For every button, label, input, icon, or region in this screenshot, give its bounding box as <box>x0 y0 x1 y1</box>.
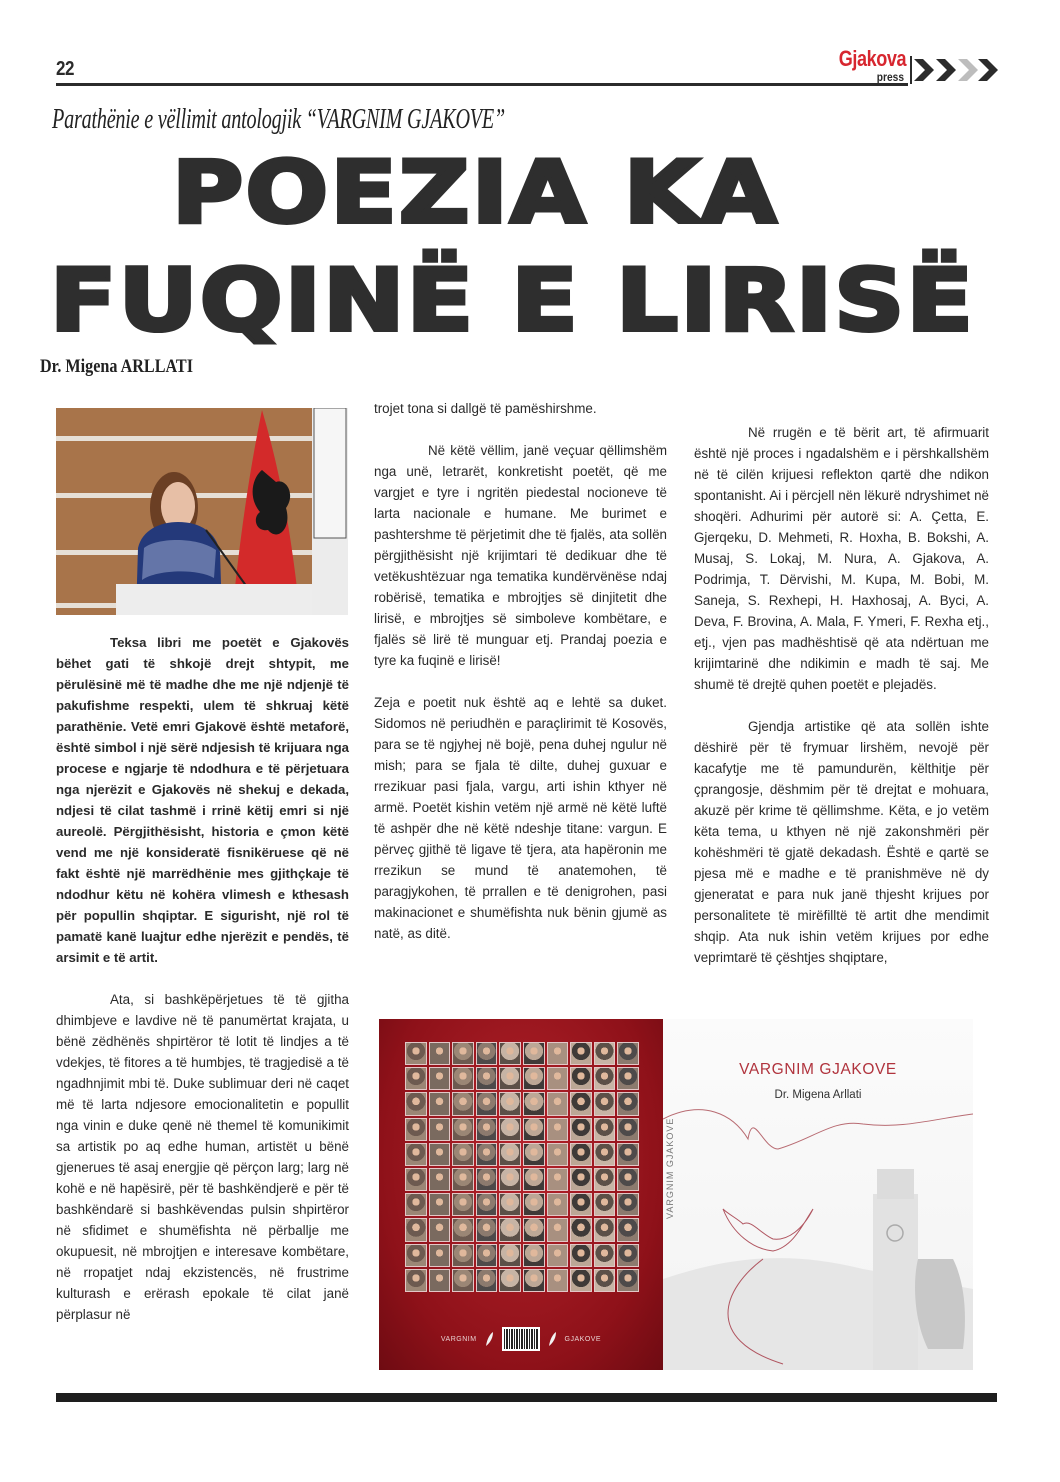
portrait-thumbnail <box>405 1193 427 1216</box>
portrait-thumbnail <box>476 1218 498 1241</box>
portrait-thumbnail <box>570 1168 592 1191</box>
portrait-thumbnail <box>617 1168 639 1191</box>
portrait-thumbnail <box>452 1118 474 1141</box>
portrait-thumbnail <box>476 1042 498 1065</box>
article-column-1 <box>56 632 349 1346</box>
portrait-thumbnail <box>452 1042 474 1065</box>
portrait-thumbnail <box>429 1269 451 1292</box>
portrait-thumbnail <box>405 1143 427 1166</box>
portrait-thumbnail <box>594 1269 616 1292</box>
author-photo-illustration <box>56 408 348 615</box>
portrait-thumbnail <box>547 1193 569 1216</box>
portrait-thumbnail <box>476 1143 498 1166</box>
portrait-thumbnail <box>452 1218 474 1241</box>
brand-logo[interactable] <box>812 48 912 88</box>
portrait-thumbnail <box>547 1168 569 1191</box>
portrait-thumbnail <box>476 1244 498 1267</box>
portrait-thumbnail <box>570 1118 592 1141</box>
portrait-thumbnail <box>429 1218 451 1241</box>
portrait-thumbnail <box>547 1118 569 1141</box>
portrait-thumbnail <box>617 1118 639 1141</box>
portrait-thumbnail <box>570 1218 592 1241</box>
portrait-thumbnail <box>523 1269 545 1292</box>
portrait-thumbnail <box>476 1193 498 1216</box>
portrait-thumbnail <box>617 1269 639 1292</box>
header-rule <box>56 83 908 86</box>
portrait-thumbnail <box>452 1193 474 1216</box>
portrait-thumbnail <box>452 1168 474 1191</box>
brand-sub: press <box>876 70 904 84</box>
feather-icon <box>548 1331 557 1347</box>
portrait-thumbnail <box>617 1067 639 1090</box>
portrait-thumbnail <box>523 1193 545 1216</box>
portrait-thumbnail <box>594 1218 616 1241</box>
cover-title: VARGNIM GJAKOVE <box>739 1061 897 1078</box>
portrait-thumbnail <box>476 1269 498 1292</box>
portrait-thumbnail <box>405 1168 427 1191</box>
paragraph: Gjendja artistike që ata sollën ishte dëshirë për të frymuar lirshëm, nevojë për kacafytje me të pamundurën, këlthitje për çprangosje, dëshmim për të drejtat e mohuara, akuzë për krime të qëllimshme. Këta, e jo vetëm këta tema, u kthyen në një zakonshmëri për kohëshmëri të gjatë dekadash. Është e qartë se pjesa më e madhe e të pranishmëve në dy gjeneratat e para nuk janë thjesht krijues por personalitete të mirëfilltë të artit dhe mendimit shqip. Ata nuk ishin vetëm krijues por edhe veprimtarë të çështjes shqiptare, <box>694 719 989 965</box>
portrait-thumbnail <box>452 1067 474 1090</box>
portrait-thumbnail <box>429 1042 451 1065</box>
portrait-thumbnail <box>570 1269 592 1292</box>
portrait-thumbnail <box>570 1042 592 1065</box>
portrait-thumbnail <box>523 1244 545 1267</box>
portrait-thumbnail <box>476 1092 498 1115</box>
page-number: 22 <box>56 58 75 80</box>
portrait-thumbnail <box>570 1067 592 1090</box>
portrait-thumbnail <box>429 1168 451 1191</box>
portrait-thumbnail <box>523 1218 545 1241</box>
portrait-thumbnail <box>499 1118 521 1141</box>
portrait-thumbnail <box>594 1244 616 1267</box>
back-cover-footer <box>379 1324 663 1354</box>
spine-title: VARGNIM GJAKOVE <box>665 1117 675 1219</box>
portrait-thumbnail <box>452 1143 474 1166</box>
paragraph: Në rrugën e të bërit art, të afirmuarit është një proces i ngadalshëm e i përshkallshëm në të cilën krijuesi reflekton qartë dhe ndikon spontanisht. Ai i përcjell nën lëkurë ndryshimet në shoqëri. Adhurimi për autorë si: A. Çetta, E. Gjerqeku, D. Mehmeti, R. Hoxha, B. Bokshi, A. Musaj, S. Lokaj, M. Nura, A. Gjakova, A. Podrimja, T. Dërvishi, M. Kupa, M. Bobi, M. Saneja, S. Rexhepi, H. Haxhosaj, A. Byci, A. Deva, F. Brovina, A. Mala, F. Ymeri, F. Rexha etj., etj., vjen pas madhështisë që ata ndërtuan me krijimtarinë dhe ndikimin e madh të saj. Me shumë të drejtë quhen poetët e plejadës. <box>694 425 989 692</box>
portrait-thumbnail <box>499 1218 521 1241</box>
portrait-thumbnail <box>594 1042 616 1065</box>
portrait-thumbnail <box>452 1092 474 1115</box>
portrait-thumbnail <box>452 1269 474 1292</box>
portrait-thumbnail <box>499 1143 521 1166</box>
portrait-thumbnail <box>594 1092 616 1115</box>
portrait-thumbnail <box>405 1092 427 1115</box>
portrait-thumbnail <box>405 1067 427 1090</box>
portrait-thumbnail <box>594 1118 616 1141</box>
portrait-thumbnail <box>429 1244 451 1267</box>
portrait-thumbnail <box>405 1269 427 1292</box>
portrait-thumbnail <box>570 1244 592 1267</box>
portrait-thumbnail <box>617 1143 639 1166</box>
portrait-thumbnail <box>499 1067 521 1090</box>
paragraph: Teksa libri me poetët e Gjakovës bëhet gati të shkojë drejt shtypit, me përulësinë më të madhe dhe me një ndjenjë të pakufishme respekti, ulem të shkruaj këtë parathënie. Vetë emri Gjakovë është metaforë, është simbol i një sërë ndjesish të krijuara nga procese e ngjarje të ndodhura e të përjetuara nga njerëzit e Gjakovës në shekuj e dekada, ndjesi të cilat tashmë i rrinë këtij emri si një aureolë. Përgjithësisht, historia e çmon këtë vend me një konsideratë fisnikëruese që në fakt është një marrëdhënie mes gjithçkaje të ndodhur këtu në kohëra vlimesh e kthesash për popullin shqiptar. E sigurisht, një rol të pamatë kanë luajtur edhe njerëzit e pendës, të arsimit e të artit. <box>56 635 349 965</box>
portrait-thumbnail <box>405 1218 427 1241</box>
article-column-3 <box>694 422 989 989</box>
portrait-thumbnail <box>499 1042 521 1065</box>
book-back-cover <box>379 1019 663 1370</box>
brand-separator <box>910 56 912 84</box>
paragraph: Ata, si bashkëpërjetues të të gjitha dhimbjeve e lavdive në të panumërtat krajata, u bënë zëdhënës shpirtëror të lotit të lindjes a të vdekjes, të fitores a të humbjes, të tragjedisë a të ngadhnjimit mbi të. Duke sublimuar deri në caqet më të larta ndjesore emocionalitetin e popullit nga vinin e duke qenë në themel të komunikimit sa artistik po aq edhe human, artistët u bënë gjenerues të asaj energjie që përçon larg; larg në kohë e në hapësirë, për të bashkëndjerë e për të bashkëndarë si bashkëvendas pulsin shpirtëror në sfidimet e shumëfishta në përballje me okupuesit, në mbrojtjen e interesave kombëtare, në rropatjet ndaj ekzistencës, në frustrime kulturash e erërash epokale të cilat janë përplasur në <box>56 992 349 1322</box>
byline: Dr. Migena ARLLATI <box>40 356 193 377</box>
portrait-thumbnail <box>429 1118 451 1141</box>
article-kicker: Parathënie e vëllimit antologjik “VARGNIM GJAKOVE” <box>52 104 505 135</box>
portrait-thumbnail <box>499 1193 521 1216</box>
portrait-thumbnail <box>547 1042 569 1065</box>
portrait-thumbnail <box>429 1193 451 1216</box>
cover-author: Dr. Migena Arllati <box>774 1089 862 1101</box>
portrait-thumbnail <box>429 1067 451 1090</box>
portrait-thumbnail <box>617 1244 639 1267</box>
portrait-thumbnail <box>429 1143 451 1166</box>
portrait-thumbnail <box>523 1067 545 1090</box>
portrait-thumbnail <box>594 1168 616 1191</box>
chevrons-icon <box>914 57 998 83</box>
portrait-thumbnail <box>499 1269 521 1292</box>
portrait-thumbnail <box>617 1218 639 1241</box>
portrait-thumbnail <box>429 1092 451 1115</box>
portrait-thumbnail <box>570 1143 592 1166</box>
portrait-thumbnail <box>499 1168 521 1191</box>
book-front-cover <box>663 1019 973 1370</box>
portrait-thumbnail <box>594 1143 616 1166</box>
portrait-thumbnail <box>405 1042 427 1065</box>
portrait-thumbnail <box>570 1193 592 1216</box>
portrait-thumbnail <box>523 1168 545 1191</box>
portrait-thumbnail <box>523 1042 545 1065</box>
portrait-thumbnail <box>523 1092 545 1115</box>
portrait-thumbnail <box>405 1118 427 1141</box>
back-cover-word-left: VARGNIM <box>440 1335 477 1343</box>
feather-icon <box>485 1331 494 1347</box>
paragraph: Zeja e poetit nuk është aq e lehtë sa duket. Sidomos në periudhën e paraçlirimit të Kosovës, para se të ngjyhej në bojë, pena duhej ngulur në mish; para se fjala të dilte, duhej guxuar e rrezikuar pasi fjala, vargu, arti ishin kthyer në armë. Poetët kishin vetëm një armë në këtë luftë të ashpër dhe në këtë ndeshje titane: vargun. E përveç gjithë të ligave të tjera, ata hapëronin me rrezikun se mund të anatemohen, të paragjykohen, të prrallen e të denigrohen, pasi makinacionet e shumëfishta nuk bënin gjumë as natë, as ditë. <box>374 695 667 941</box>
portrait-thumbnail <box>523 1118 545 1141</box>
portrait-thumbnail <box>405 1244 427 1267</box>
author-photo <box>56 408 348 615</box>
portrait-thumbnail <box>452 1244 474 1267</box>
footer-rule <box>56 1393 997 1402</box>
back-cover-word-right: GJAKOVE <box>564 1335 602 1343</box>
portrait-thumbnail <box>499 1244 521 1267</box>
portrait-thumbnail <box>617 1092 639 1115</box>
portrait-thumbnail <box>476 1118 498 1141</box>
portrait-thumbnail <box>523 1143 545 1166</box>
portrait-thumbnail <box>570 1092 592 1115</box>
barcode <box>502 1327 540 1351</box>
portrait-thumbnail <box>499 1092 521 1115</box>
portrait-thumbnail <box>547 1218 569 1241</box>
portrait-grid <box>405 1042 639 1292</box>
headline-line-1: POEZIA KA <box>172 143 779 243</box>
portrait-thumbnail <box>594 1193 616 1216</box>
portrait-thumbnail <box>547 1244 569 1267</box>
portrait-thumbnail <box>547 1269 569 1292</box>
paragraph: Në këtë vëllim, janë veçuar qëllimshëm nga unë, letrarët, konkretisht poetët, që me vargjet e tyre i ngritën piedestal nocioneve të larta nacionale e humane. Me burimet e pashtershme të përjetimit dhe të fjalës, ata sollën përgjithësisht një krijimtari të dedikuar dhe të vetëkushtëzuar nga tematika kundërvënëse ndaj robërisë, tematika e mbrojtjes së dinjitetit dhe lirisë, e mbrojtjes së simboleve kombëtare, e fjalës së lirë të munguar etj. Prandaj poezia e tyre ka fuqinë e lirisë! <box>374 443 667 668</box>
portrait-thumbnail <box>617 1193 639 1216</box>
article-column-2 <box>374 398 667 965</box>
portrait-thumbnail <box>547 1092 569 1115</box>
portrait-thumbnail <box>617 1042 639 1065</box>
portrait-thumbnail <box>476 1168 498 1191</box>
portrait-thumbnail <box>547 1067 569 1090</box>
headline-line-2: FUQINË E LIRISË <box>50 251 976 351</box>
paragraph: trojet tona si dallgë të pamëshirshme. <box>374 401 597 416</box>
portrait-thumbnail <box>594 1067 616 1090</box>
brand-name: Gjakova <box>838 46 906 71</box>
portrait-thumbnail <box>476 1067 498 1090</box>
portrait-thumbnail <box>547 1143 569 1166</box>
